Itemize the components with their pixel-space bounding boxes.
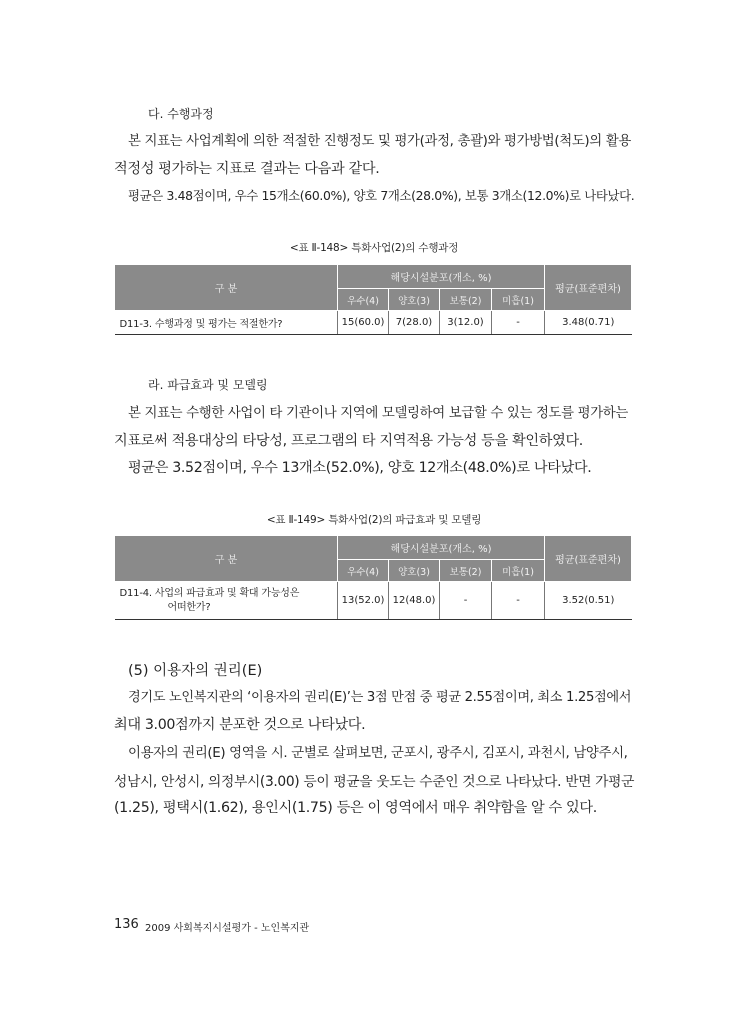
paragraph-line: (1.25), 평택시(1.62), 용인시(1.75) 등은 이 영역에서 매우 취약함을 알 수 있다. <box>114 800 597 816</box>
table-title: <표 Ⅱ-148> 특화사업(2)의 수행과정 <box>289 242 459 254</box>
section-heading-process: 다. 수행과정 <box>148 107 214 121</box>
paragraph-line: 본 지표는 수행한 사업이 타 기관이나 지역에 모델링하여 보급할 수 있는 정도를 평가하는 <box>128 406 628 421</box>
item-line: D11-4. 사업의 파급효과 및 확대 가능성은 <box>119 587 300 599</box>
paragraph-line: 평균은 3.52점이며, 우수 13개소(52.0%), 양호 12개소(48.0%)로 나타났다. <box>128 460 592 476</box>
value-cell: - <box>440 582 492 620</box>
item-cell <box>115 582 338 620</box>
page-number: 136 <box>114 917 139 932</box>
paragraph-line: 본 지표는 사업계획에 의한 적절한 진행정도 및 평가(과정, 총괄)와 평가방법(척도)의 활용 <box>128 134 631 149</box>
header-col: 미흡(1) <box>492 289 545 311</box>
header-col: 보통(2) <box>440 560 492 582</box>
paragraph-line: 지표로써 적용대상의 타당성, 프로그램의 타 지역적용 가능성 등을 확인하였다. <box>114 433 583 449</box>
header-col: 보통(2) <box>440 289 492 311</box>
header-col: 양호(3) <box>389 289 440 311</box>
paragraph-line: 최대 3.00점까지 분포한 것으로 나타났다. <box>114 717 366 733</box>
item-cell: D11-3. 수행과정 및 평가는 적절한가? <box>115 311 338 335</box>
header-category: 구 분 <box>115 265 338 311</box>
header-mean: 평균(표준편차) <box>545 265 632 311</box>
data-table-diffusion <box>114 535 632 620</box>
header-mean: 평균(표준편차) <box>545 536 632 582</box>
section-heading-diffusion: 라. 파급효과 및 모델링 <box>148 378 268 392</box>
paragraph-line: 성남시, 안성시, 의정부시(3.00) 등이 평균을 웃도는 수준인 것으로 나타났다. 반면 가평군 <box>114 774 635 790</box>
header-category: 구 분 <box>115 536 338 582</box>
header-distribution: 해당시설분포(개소, %) <box>338 265 545 289</box>
paragraph-line: 평균은 3.48점이며, 우수 15개소(60.0%), 양호 7개소(28.0%), 보통 3개소(12.0%)로 나타났다. <box>128 188 635 203</box>
paragraph-line: 이용자의 권리(E) 영역을 시. 군별로 살펴보면, 군포시, 광주시, 김포시, 과천시, 남양주시, <box>128 746 628 761</box>
value-cell: 13(52.0) <box>338 582 389 620</box>
section-heading-rights: (5) 이용자의 권리(E) <box>128 663 263 679</box>
paragraph-line: 경기도 노인복지관의 ‘이용자의 권리(E)’는 3점 만점 중 평균 2.55점이며, 최소 1.25점에서 <box>128 690 632 705</box>
header-col: 미흡(1) <box>492 560 545 582</box>
paragraph-line: 적정성 평가하는 지표로 결과는 다음과 같다. <box>114 161 380 177</box>
value-cell: 3(12.0) <box>440 311 492 335</box>
mean-cell: 3.48(0.71) <box>545 311 632 335</box>
running-title: 2009 사회복지시설평가 - 노인복지관 <box>145 923 310 934</box>
table-title: <표 Ⅱ-149> 특화사업(2)의 파급효과 및 모델링 <box>266 514 482 526</box>
data-table-process <box>114 264 632 335</box>
value-cell: 7(28.0) <box>389 311 440 335</box>
header-col: 양호(3) <box>389 560 440 582</box>
table-row <box>115 582 632 620</box>
value-cell: - <box>492 311 545 335</box>
header-distribution: 해당시설분포(개소, %) <box>338 536 545 560</box>
value-cell: - <box>492 582 545 620</box>
table-row <box>115 311 632 335</box>
header-col: 우수(4) <box>338 289 389 311</box>
header-col: 우수(4) <box>338 560 389 582</box>
value-cell: 12(48.0) <box>389 582 440 620</box>
item-line: 어떠한가? <box>167 601 211 613</box>
mean-cell: 3.52(0.51) <box>545 582 632 620</box>
value-cell: 15(60.0) <box>338 311 389 335</box>
